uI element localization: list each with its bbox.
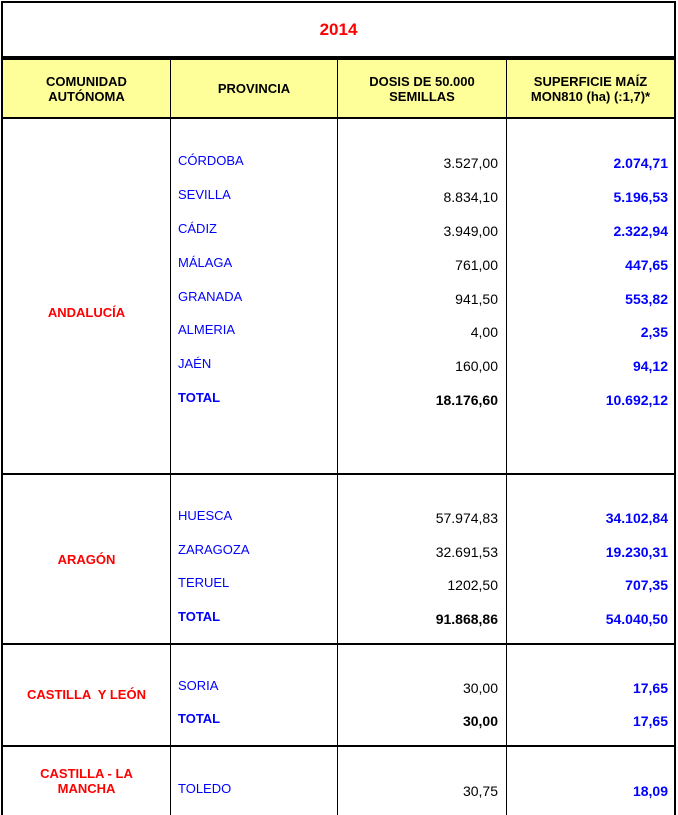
table-title: 2014 bbox=[319, 19, 358, 39]
dosis-value: 1202,50 bbox=[447, 577, 498, 593]
table-title-cell bbox=[1, 1, 676, 58]
provincia-name: GRANADA bbox=[178, 289, 243, 304]
header-dosis-text: DOSIS DE 50.000 SEMILLAS bbox=[369, 73, 475, 104]
superficie-value: 2.322,94 bbox=[613, 223, 668, 239]
dosis-total-value: 18.176,60 bbox=[435, 392, 498, 408]
dosis-value: 941,50 bbox=[455, 291, 498, 307]
superficie-cell-castilla-mancha bbox=[507, 747, 676, 815]
dosis-value: 57.974,83 bbox=[435, 510, 498, 526]
dosis-value: 32.691,53 bbox=[435, 544, 498, 560]
comunidad-cell-aragon bbox=[1, 475, 171, 645]
provincia-name: CÓRDOBA bbox=[178, 153, 244, 168]
provincia-name: ZARAGOZA bbox=[178, 542, 250, 557]
provincia-name: HUESCA bbox=[178, 508, 233, 523]
superficie-total-value: 10.692,12 bbox=[605, 392, 668, 408]
superficie-value: 2,35 bbox=[640, 324, 668, 340]
provincia-name: ALMERIA bbox=[178, 322, 236, 337]
dosis-total-value: 91.868,86 bbox=[435, 611, 498, 627]
comunidad-cell-andalucia bbox=[1, 119, 171, 475]
provincia-total-label: TOTAL bbox=[178, 711, 221, 726]
comunidad-name: ARAGÓN bbox=[57, 552, 116, 567]
dosis-total-value: 30,00 bbox=[462, 713, 498, 729]
comunidad-name: ANDALUCÍA bbox=[47, 305, 126, 320]
header-provincia bbox=[171, 58, 338, 119]
dosis-cell-castilla-mancha bbox=[338, 747, 507, 815]
superficie-value: 707,35 bbox=[625, 577, 668, 593]
superficie-total-value: 17,65 bbox=[632, 713, 668, 729]
superficie-value: 18,09 bbox=[632, 783, 668, 799]
provincia-name: SORIA bbox=[178, 678, 219, 693]
superficie-value: 447,65 bbox=[625, 257, 668, 273]
header-provincia-text: PROVINCIA bbox=[217, 81, 291, 96]
provincia-total-label: TOTAL bbox=[178, 609, 221, 624]
dosis-cell-castilla-leon bbox=[338, 645, 507, 747]
superficie-value: 2.074,71 bbox=[613, 155, 668, 171]
dosis-value: 3.527,00 bbox=[443, 155, 498, 171]
provincia-cell-castilla-leon bbox=[171, 645, 338, 747]
dosis-value: 30,75 bbox=[462, 783, 498, 799]
provincia-name: MÁLAGA bbox=[178, 255, 233, 270]
superficie-value: 19.230,31 bbox=[605, 544, 668, 560]
dosis-value: 761,00 bbox=[455, 257, 498, 273]
comunidad-name: CASTILLA Y LEÓN bbox=[27, 687, 146, 702]
dosis-value: 8.834,10 bbox=[443, 189, 498, 205]
superficie-total-value: 54.040,50 bbox=[605, 611, 668, 627]
dosis-value: 160,00 bbox=[455, 358, 498, 374]
superficie-value: 553,82 bbox=[625, 291, 668, 307]
superficie-value: 17,65 bbox=[632, 680, 668, 696]
header-superficie bbox=[507, 58, 676, 119]
header-superficie-text: SUPERFICIE MAÍZ MON810 (ha) (:1,7)* bbox=[530, 73, 651, 104]
superficie-value: 94,12 bbox=[632, 358, 668, 374]
comunidad-cell-castilla-mancha bbox=[1, 747, 171, 815]
header-comunidad-text: COMUNIDAD AUTÓNOMA bbox=[46, 73, 127, 104]
superficie-value: 34.102,84 bbox=[605, 510, 668, 526]
provincia-name: CÁDIZ bbox=[178, 221, 217, 236]
dosis-value: 4,00 bbox=[470, 324, 498, 340]
provincia-name: JAÉN bbox=[178, 356, 212, 371]
comunidad-name: CASTILLA - LA MANCHA bbox=[40, 766, 133, 796]
provincia-total-label: TOTAL bbox=[178, 390, 221, 405]
superficie-cell-castilla-leon bbox=[507, 645, 676, 747]
header-comunidad bbox=[1, 58, 171, 119]
provincia-name: SEVILLA bbox=[178, 187, 231, 202]
provincia-name: TERUEL bbox=[178, 575, 230, 590]
superficie-value: 5.196,53 bbox=[613, 189, 668, 205]
dosis-value: 3.949,00 bbox=[443, 223, 498, 239]
comunidad-cell-castilla-leon bbox=[1, 645, 171, 747]
dosis-value: 30,00 bbox=[462, 680, 498, 696]
provincia-name: TOLEDO bbox=[178, 781, 232, 796]
header-dosis bbox=[338, 58, 507, 119]
